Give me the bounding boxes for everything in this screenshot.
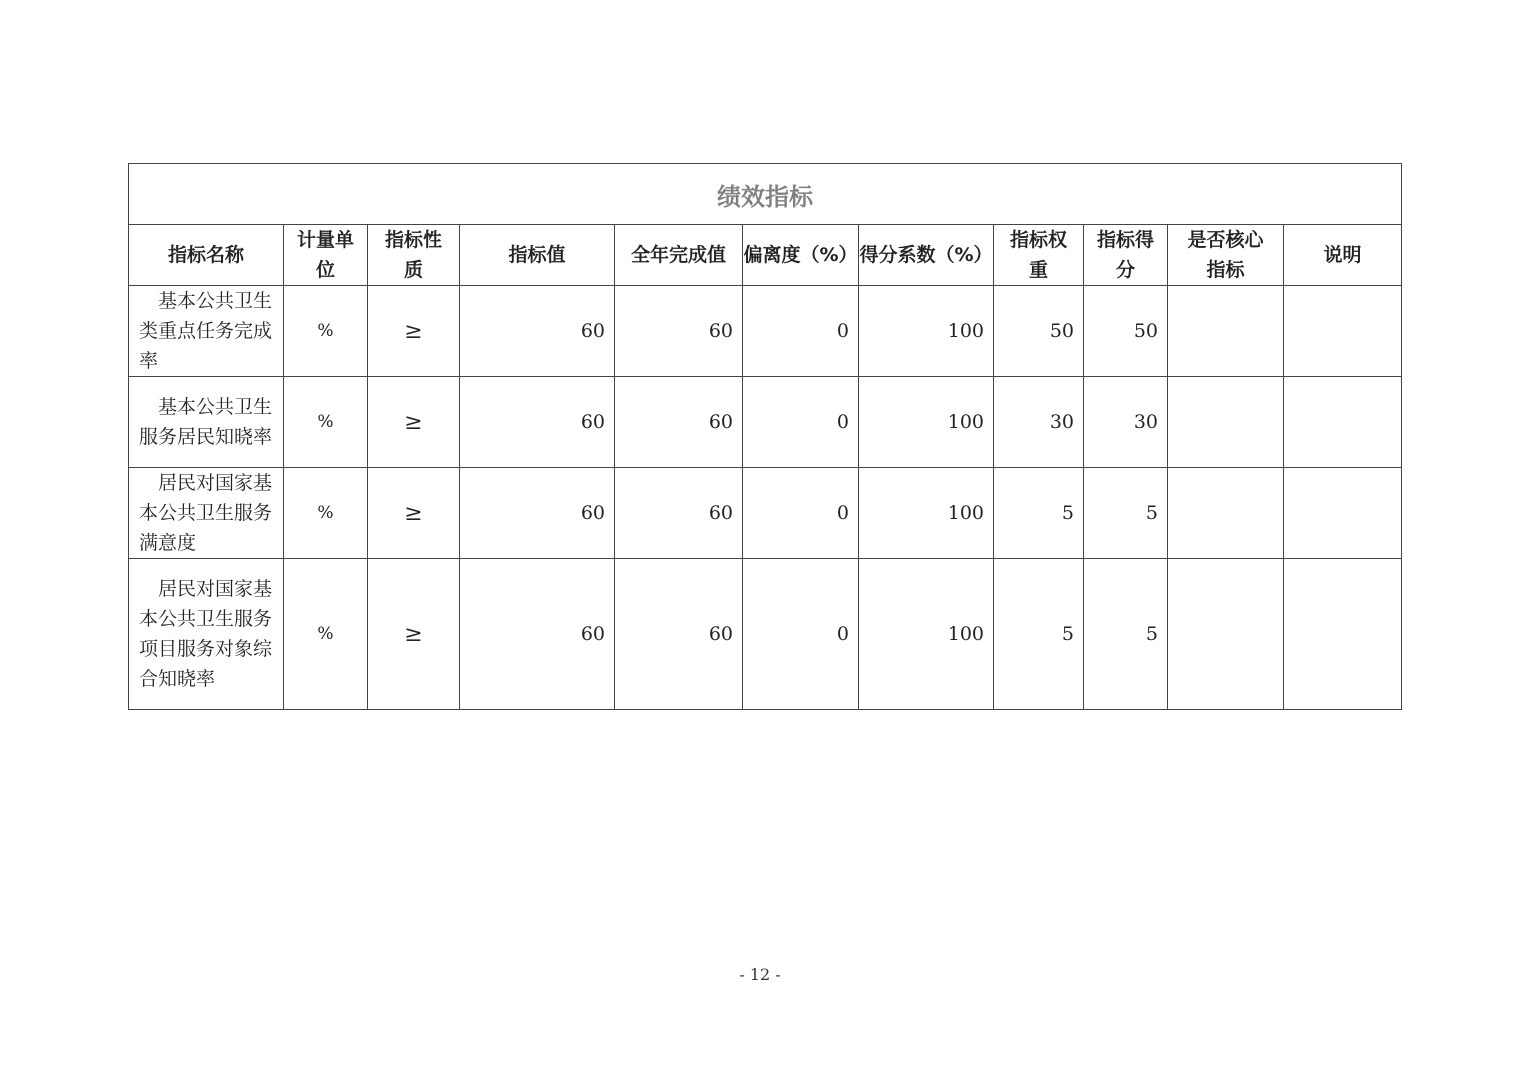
table-title-row <box>129 164 1402 225</box>
weight-cell: 50 <box>994 286 1084 377</box>
actual-value-cell: 60 <box>615 468 743 559</box>
core-indicator-cell <box>1168 377 1284 468</box>
coefficient-cell: 100 <box>859 468 994 559</box>
score-cell: 5 <box>1084 559 1168 710</box>
indicator-name-cell <box>129 559 284 710</box>
header-label: 指标权重 <box>1009 229 1067 281</box>
coefficient-cell: 100 <box>859 286 994 377</box>
note-cell <box>1284 559 1402 710</box>
header-indicator-name <box>129 225 284 286</box>
unit-cell: % <box>284 468 368 559</box>
header-label: 全年完成值 <box>630 244 726 266</box>
deviation-cell: 0 <box>743 559 859 710</box>
actual-value-cell: 60 <box>615 559 743 710</box>
coefficient-cell: 100 <box>859 377 994 468</box>
weight-cell: 30 <box>994 377 1084 468</box>
score-cell: 50 <box>1084 286 1168 377</box>
note-cell <box>1284 468 1402 559</box>
unit-cell: % <box>284 377 368 468</box>
core-indicator-cell <box>1168 559 1284 710</box>
target-value-cell: 60 <box>460 559 615 710</box>
header-note <box>1284 225 1402 286</box>
note-cell <box>1284 286 1402 377</box>
header-label: 指标得分 <box>1096 229 1154 281</box>
coefficient-cell: 100 <box>859 559 994 710</box>
note-cell <box>1284 377 1402 468</box>
weight-cell: 5 <box>994 468 1084 559</box>
header-label: 是否核心指标 <box>1187 229 1264 281</box>
header-deviation <box>743 225 859 286</box>
unit-cell: % <box>284 559 368 710</box>
header-label: 得分系数（%） <box>859 244 993 266</box>
indicator-name: 基本公共卫生类重点任务完成率 <box>139 290 273 372</box>
nature-cell: ≥ <box>368 468 460 559</box>
indicator-name-cell <box>129 286 284 377</box>
header-actual-value <box>615 225 743 286</box>
header-coefficient <box>859 225 994 286</box>
header-label: 说明 <box>1323 244 1362 266</box>
nature-cell: ≥ <box>368 377 460 468</box>
page-number: - 12 - <box>739 965 781 984</box>
indicator-name: 居民对国家基本公共卫生服务项目服务对象综合知晓率 <box>139 578 273 690</box>
table-header-row <box>129 225 1402 286</box>
score-cell: 5 <box>1084 468 1168 559</box>
header-target-value <box>460 225 615 286</box>
header-unit <box>284 225 368 286</box>
nature-cell: ≥ <box>368 286 460 377</box>
deviation-cell: 0 <box>743 286 859 377</box>
header-label: 偏离度（%） <box>743 244 858 266</box>
header-label: 计量单位 <box>296 229 354 281</box>
performance-indicators-table <box>128 163 1402 710</box>
actual-value-cell: 60 <box>615 286 743 377</box>
indicator-name-cell <box>129 468 284 559</box>
header-label: 指标值 <box>508 244 566 266</box>
table-row <box>129 468 1402 559</box>
weight-cell: 5 <box>994 559 1084 710</box>
table-row <box>129 377 1402 468</box>
deviation-cell: 0 <box>743 377 859 468</box>
performance-table-container <box>128 163 1401 710</box>
header-weight <box>994 225 1084 286</box>
target-value-cell: 60 <box>460 377 615 468</box>
unit-cell: % <box>284 286 368 377</box>
indicator-name-cell <box>129 377 284 468</box>
indicator-name: 基本公共卫生服务居民知晓率 <box>139 396 273 448</box>
header-core-indicator <box>1168 225 1284 286</box>
table-row <box>129 559 1402 710</box>
header-score <box>1084 225 1168 286</box>
indicator-name: 居民对国家基本公共卫生服务满意度 <box>139 472 273 554</box>
nature-cell: ≥ <box>368 559 460 710</box>
header-label: 指标性质 <box>384 229 442 281</box>
actual-value-cell: 60 <box>615 377 743 468</box>
table-row <box>129 286 1402 377</box>
core-indicator-cell <box>1168 468 1284 559</box>
table-title: 绩效指标 <box>129 164 1402 225</box>
header-label: 指标名称 <box>167 244 244 266</box>
core-indicator-cell <box>1168 286 1284 377</box>
header-nature <box>368 225 460 286</box>
target-value-cell: 60 <box>460 468 615 559</box>
deviation-cell: 0 <box>743 468 859 559</box>
target-value-cell: 60 <box>460 286 615 377</box>
score-cell: 30 <box>1084 377 1168 468</box>
